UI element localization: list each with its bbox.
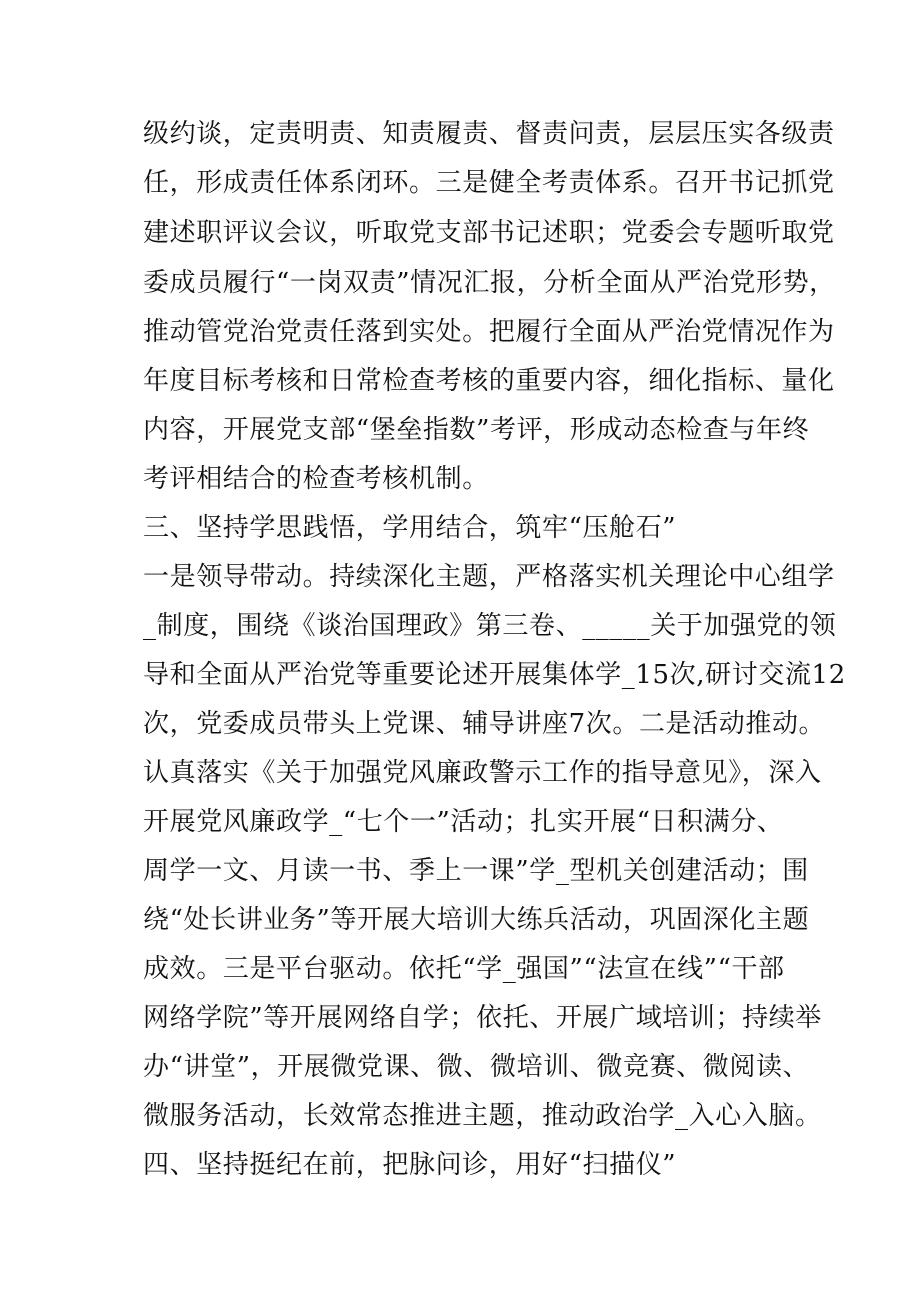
text-line: 办“讲堂”，开展微党课、微、微培训、微竞赛、微阅读、: [143, 1052, 810, 1082]
text-line: 委成员履行“一岗双责”情况汇报，分析全面从严治党形势，: [143, 268, 836, 298]
section-heading-3: 三、坚持学思践悟，学用结合，筑牢“压舱石”: [143, 513, 677, 543]
text-line: 推动管党治党责任落到实处。把履行全面从严治党情况作为: [143, 317, 835, 347]
text-line: _制度，围绕《谈治国理政》第三卷、_____关于加强党的领: [143, 611, 837, 641]
text-line: 导和全面从严治党等重要论述开展集体学_15次,研讨交流12: [143, 660, 846, 690]
text-line: 周学一文、月读一书、季上一课”学_型机关创建活动；围: [143, 856, 809, 886]
text-line: 考评相结合的检查考核机制。: [143, 464, 489, 494]
text-line: 建述职评议会议，听取党支部书记述职；党委会专题听取党: [143, 218, 835, 248]
text-line: 成效。三是平台驱动。依托“学_强国”“法宣在线”“干部: [143, 954, 785, 984]
text-line: 一是领导带动。持续深化主题，严格落实机关理论中心组学: [143, 562, 835, 592]
text-line: 年度目标考核和日常检查考核的重要内容，细化指标、量化: [143, 366, 835, 396]
text-line: 绕“处长讲业务”等开展大培训大练兵活动，巩固深化主题: [143, 905, 810, 935]
text-line: 级约谈，定责明责、知责履责、督责问责，层层压实各级责: [143, 119, 835, 149]
text-line: 认真落实《关于加强党风廉政警示工作的指导意见》，深入: [143, 758, 822, 788]
text-line: 网络学院”等开展网络自学；依托、开展广域培训；持续举: [143, 1003, 822, 1033]
text-line: 微服务活动，长效常态推进主题，推动政治学_入心入脑。: [143, 1101, 822, 1131]
text-line: 次，党委成员带头上党课、辅导讲座7次。二是活动推动。: [143, 709, 826, 739]
text-line: 内容，开展党支部“堡垒指数”考评，形成动态检查与年终: [143, 415, 810, 445]
text-line: 任，形成责任体系闭环。三是健全考责体系。召开书记抓党: [143, 168, 835, 198]
text-line: 开展党风廉政学_“七个一”活动；扎实开展“日积满分、: [143, 807, 784, 837]
section-heading-4: 四、坚持挺纪在前，把脉问诊，用好“扫描仪”: [143, 1150, 677, 1180]
